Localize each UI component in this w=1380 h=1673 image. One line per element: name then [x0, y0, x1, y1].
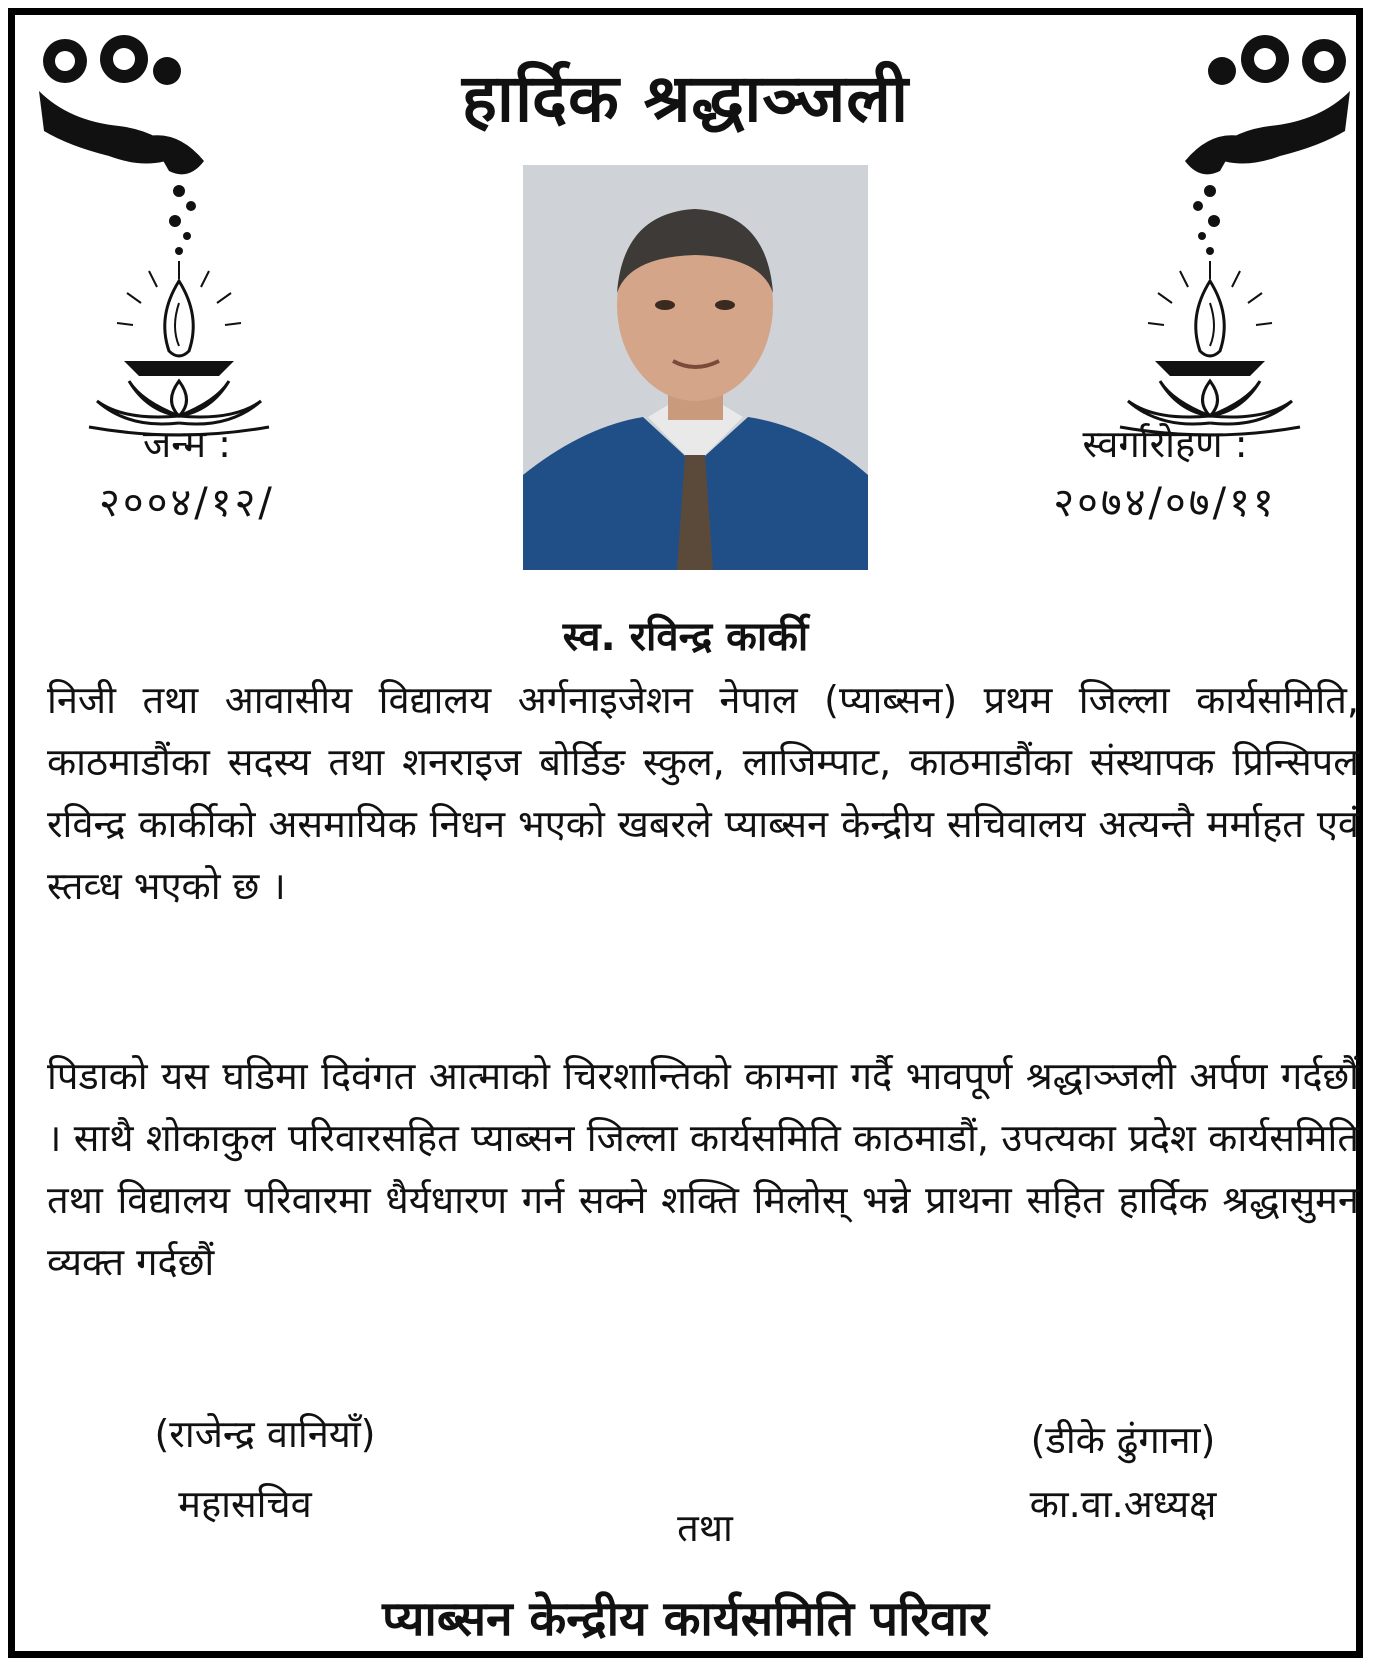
signatory-right-role: का.वा.अध्यक्ष: [1029, 1482, 1217, 1526]
signatory-right-name: (डीके ढुंगाना): [1030, 1418, 1216, 1462]
conjunction-text: तथा: [677, 1506, 733, 1550]
notice-title: हार्दिक श्रद्धाञ्जली: [461, 60, 910, 137]
death-label: स्वर्गारोहण :: [1082, 422, 1248, 466]
birth-date: २००४/१२/: [99, 480, 275, 526]
signatory-left-role: महासचिव: [178, 1482, 312, 1526]
signatory-left-name: (राजेन्द्र वानियाँ): [154, 1412, 376, 1456]
condolence-paragraph-2: पिडाको यस घडिमा दिवंगत आत्माको चिरशान्तिको कामना गर्दै भावपूर्ण श्रद्धाञ्जली अर्पण गर्दछौं । साथै शोकाकुल परिवारसहित प्याब्सन जिल्ला कार्यसमिति काठमाडौं, उपत्यका प्रदेश कार्यसमिति तथा विद्यालय परिवारमा धैर्यधारण गर्न सक्ने शक्ति मिलोस् भन्ने प्राथना सहित हार्दिक श्रद्धासुमन व्यक्त गर्दछौं: [47, 1054, 1359, 1284]
lamp-ornament-right: [1100, 31, 1360, 451]
death-date: २०७४/०७/११: [1053, 480, 1277, 526]
portrait-photo: [523, 165, 868, 570]
lamp-ornament-left: [29, 31, 289, 451]
birth-label: जन्म :: [143, 422, 231, 466]
footer-organization: प्याब्सन केन्द्रीय कार्यसमिति परिवार: [382, 1591, 989, 1647]
notice-frame: [8, 8, 1363, 1658]
deceased-name: स्व. रविन्द्र कार्की: [562, 614, 809, 660]
condolence-paragraph-1: निजी तथा आवासीय विद्यालय अर्गनाइजेशन नेपाल (प्याब्सन) प्रथम जिल्ला कार्यसमिति, काठमाडौंका सदस्य तथा शनराइज बोर्डिङ स्कुल, लाजिम्पाट, काठमाडौंका संस्थापक प्रिन्सिपल रविन्द्र कार्कीको असमायिक निधन भएको खबरले प्याब्सन केन्द्रीय सचिवालय अत्यन्तै मर्माहत एवं स्तव्ध भएको छ ।: [47, 678, 1359, 908]
